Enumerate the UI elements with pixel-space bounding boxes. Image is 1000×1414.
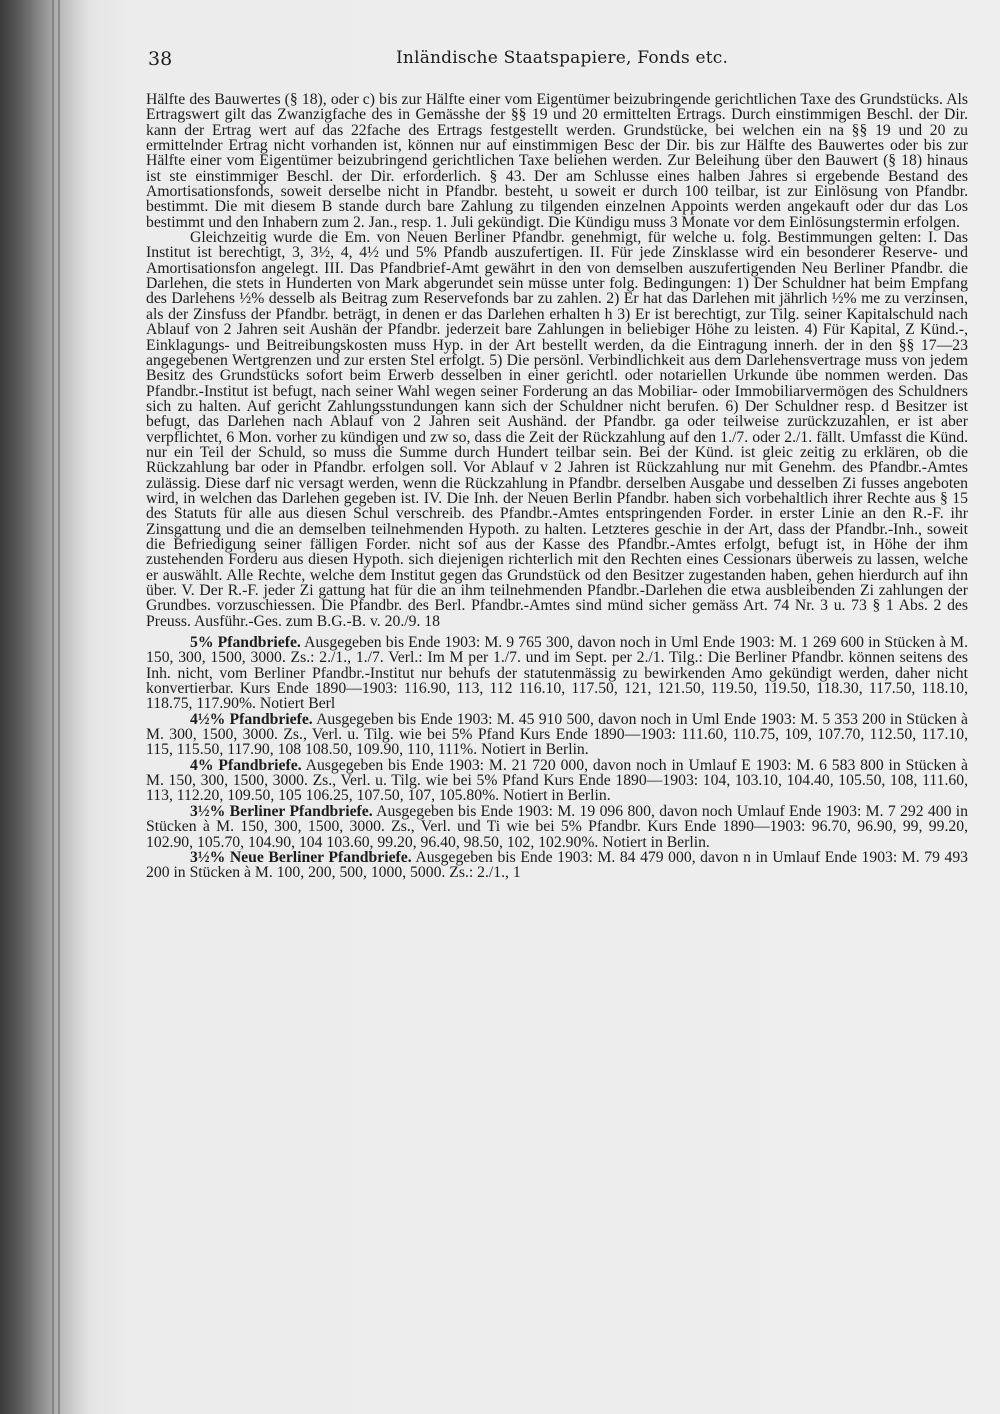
- entry-text: Ausgegeben bis Ende 1903: M. 45 910 500, davon noch in Uml Ende 1903: M. 5 353 200 in Stücken à M. 300, 1500, 3000. Zs., Verl. u. Tilg. wie bei 5% Pfand Kurs Ende 1890—1903: 111.60, 110.75, 109, 107.70, 112.50, 117.10, 115, 115.50, 117.90, 108 108.50, 109.90, 110, 111%. Notiert in Berlin.: [146, 710, 968, 759]
- entry-heading: 3½% Neue Berliner Pfandbriefe.: [190, 848, 412, 866]
- spine-shadow: [52, 0, 54, 1414]
- bond-entry: [146, 712, 968, 758]
- entry-heading: 3½% Berliner Pfandbriefe.: [190, 802, 373, 820]
- paragraph: Hälfte des Bauwertes (§ 18), oder c) bis zur Hälfte einer vom Eigentümer beizubringende gerichtlichen Taxe des Grundstücks. Als Ertragswert gilt das Zwanzigfache des in Gemässhe der §§ 19 und 20 ermittelten Ertrags. Durch einstimmigen Beschl. der Dir. kann der Ertrag wert auf das 22fache des Ertrags festgestellt werden. Grundstücke, bei welchen ein na §§ 19 und 20 zu ermittelnder Ertrag nicht vorhanden ist, können nur auf einstimmigen Besc der Dir. bis zur Hälfte des Bauwertes oder bis zur Hälfte einer vom Eigentümer beizubringend gerichtlichen Taxe beliehen werden. Zur Beleihung über den Bauwert (§ 18) hinaus ist ste einstimmiger Beschl. der Dir. erforderlich. § 43. Der am Schlusse eines halben Jahres si ergebende Bestand des Amortisationsfonds, soweit derselbe nicht in Pfandbr. besteht, u soweit er durch 100 teilbar, ist zur Einlösung von Pfandbr. bestimmt. Die mit diesem B stande durch bare Zahlung zu tilgenden einzelnen Appoints werden angekauft oder dur das Los bestimmt und den Inhabern zum 2. Jan., resp. 1. Juli gekündigt. Die Kündigu muss 3 Monate vor dem Einlösungstermin erfolgen.: [146, 92, 968, 231]
- bond-entry: [146, 635, 968, 712]
- running-title: Inländische Staatspapiere, Fonds etc.: [396, 48, 729, 68]
- paragraph: Gleichzeitig wurde die Em. von Neuen Berliner Pfandbr. genehmigt, für welche u. folg. Bestimmungen gelten: I. Das Institut ist berechtigt, 3, 3½, 4, 4½ und 5% Pfandb auszufertigen. II. Für jede Zinsklasse wird ein besonderer Reserve- und Amortisationsfon angelegt. III. Das Pfandbrief-Amt gewährt in den von demselben auszufertigenden Neu Berliner Pfandbr. die Darlehen, die stets in Hunderten von Mark abgerundet sein müsse unter folg. Bedingungen: 1) Der Schuldner hat beim Empfang des Darlehens ½% desselb als Beitrag zum Reservefonds bar zu zahlen. 2) Er hat das Darlehen mit jährlich ½% me zu verzinsen, als der Zinsfuss der Pfandbr. beträgt, in denen er das Darlehen erhalten h 3) Er ist berechtigt, zur Tilg. seiner Kapitalschuld nach Ablauf von 2 Jahren seit Aushän der Pfandbr. jederzeit bare Zahlungen in beliebiger Höhe zu leisten. 4) Für Kapital, Z Künd.-, Einklagungs- und Beitreibungskosten muss Hyp. in der Art bestellt werden, da die Eintragung innerh. der in den §§ 17—23 angegebenen Wertgrenzen und zur ersten Stel erfolgt. 5) Die persönl. Verbindlichkeit aus dem Darlehensvertrage muss von jedem Besitz des Grundstücks sofort beim Erwerb desselben in einer gerichtl. oder notariellen Urkunde übe nommen werden. Das Pfandbr.-Institut ist befugt, nach seiner Wahl wegen seiner Forderung an das Mobiliar- oder Immobiliarvermögen des Schuldners sich zu halten. Auf gericht Zahlungsstundungen kann sich der Schuldner nicht berufen. 6) Der Schuldner resp. d Besitzer ist befugt, das Darlehen nach Ablauf von 2 Jahren seit Aushänd. der Pfandbr. ga oder teilweise zurückzuzahlen, er ist aber verpflichtet, 6 Mon. vorher zu kündigen und zw so, dass die Zeit der Rückzahlung auf den 1./7. oder 2./1. fällt. Umfasst die Künd. nur ein Teil der Schuld, so muss die Summe durch Hundert teilbar sein. Bei der Künd. ist gleic zeitig zu erklären, ob die Rückzahlung bar oder in Pfandbr. erfolgen soll. Vor Ablauf v 2 Jahren ist Rückzahlung nur mit Genehm. des Pfandbr.-Amtes zulässig. Diese darf nic versagt werden, wenn die Rückzahlung in Pfandbr. derselben Ausgabe und desselben Zi fusses angeboten wird, in welchen das Darlehen gegeben ist. IV. Die Inh. der Neuen Berlin Pfandbr. haben sich vorbehaltlich ihrer Rechte aus § 15 des Statuts für alle aus diesen Schul verschreib. des Pfandbr.-Amtes entspringenden Forder. in erster Linie an den R.-F. ihr Zinsgattung und die an demselben teilnehmenden Hypoth. zu halten. Letzteres geschie in der Art, dass der Pfandbr.-Inh., soweit die Befriedigung seiner fälligen Forder. nicht sof aus der Kasse des Pfandbr.-Amtes erfolgt, befugt ist, in Höhe der ihm zustehenden Forderu aus diesen Hypoth. sich diejenigen richterlich mit den Rechten eines Cessionars überweis zu lassen, welche er auswählt. Alle Rechte, welche dem Institut gegen das Grundstück od den Besitzer zugestanden haben, gehen hierdurch auf ihn über. V. Der R.-F. jeder Zi gattung hat für die an ihm teilnehmenden Pfandbr.-Darlehen die etwa ausbleibenden Zi zahlungen der Grundbes. vorzuschiessen. Die Pfandbr. des Berl. Pfandbr.-Amtes sind münd sicher gemäss Art. 74 Nr. 3 u. 73 § 1 Abs. 2 des Preuss. Ausführ.-Ges. zum B.G.-B. v. 20./9. 18: [146, 229, 968, 630]
- entry-text: Ausgegeben bis Ende 1903: M. 84 479 000, davon n in Umlauf Ende 1903: M. 79 493 200 in Stücken à M. 100, 200, 500, 1000, 5000. Zs.: 2./1., 1: [146, 848, 968, 882]
- entry-heading: 5% Pfandbriefe.: [190, 634, 301, 652]
- bond-entry: [146, 850, 968, 881]
- page-number: 38: [148, 48, 173, 70]
- bond-entry: [146, 804, 968, 850]
- entry-heading: 4% Pfandbriefe.: [190, 756, 302, 774]
- page-body: [146, 92, 968, 1402]
- entry-heading: 4½% Pfandbriefe.: [190, 710, 313, 728]
- bond-entry: [146, 758, 968, 804]
- entry-text: Ausgegeben bis Ende 1903: M. 19 096 800, davon noch Umlauf Ende 1903: M. 7 292 400 in Stücken à M. 150, 300, 1500, 3000. Zs., Verl. und Ti wie bei 5% Pfandbr. Kurs Ende 1890—1903: 96.70, 96.90, 99, 99.20, 102.90, 105.70, 104.90, 104 103.60, 99.20, 96.40, 98.50, 102, 102.90%. Notiert in Berlin.: [146, 802, 968, 851]
- entry-text: Ausgegeben bis Ende 1903: M. 9 765 300, davon noch in Uml Ende 1903: M. 1 269 600 in Stücken à M. 150, 300, 1500, 3000. Zs.: 2./1., 1./7. Verl.: Im M per 1./7. und im Sept. per 2./1. Tilg.: Die Berliner Pfandbr. können seitens des Inh. nicht, vom Berliner Pfandbr.-Institut nur behufs der statutenmässig zu bewirkenden Amo gekündigt werden, daher nicht konvertierbar. Kurs Ende 1890—1903: 116.90, 113, 112 116.10, 117.50, 121, 121.50, 119.50, 119.50, 118.30, 117.50, 118.10, 118.75, 117.90%. Notiert Berl: [146, 634, 968, 713]
- spine-shadow: [58, 0, 60, 1414]
- page-header: [148, 48, 968, 76]
- entry-text: Ausgegeben bis Ende 1903: M. 21 720 000, davon noch in Umlauf E 1903: M. 6 583 800 in Stücken à M. 150, 300, 1500, 3000. Zs., Verl. u. Tilg. wie bei 5% Pfand Kurs Ende 1890—1903: 104, 103.10, 104.40, 105.50, 108, 111.60, 113, 112.20, 109.50, 105 106.25, 107.50, 107, 105.80%. Notiert in Berlin.: [146, 756, 968, 805]
